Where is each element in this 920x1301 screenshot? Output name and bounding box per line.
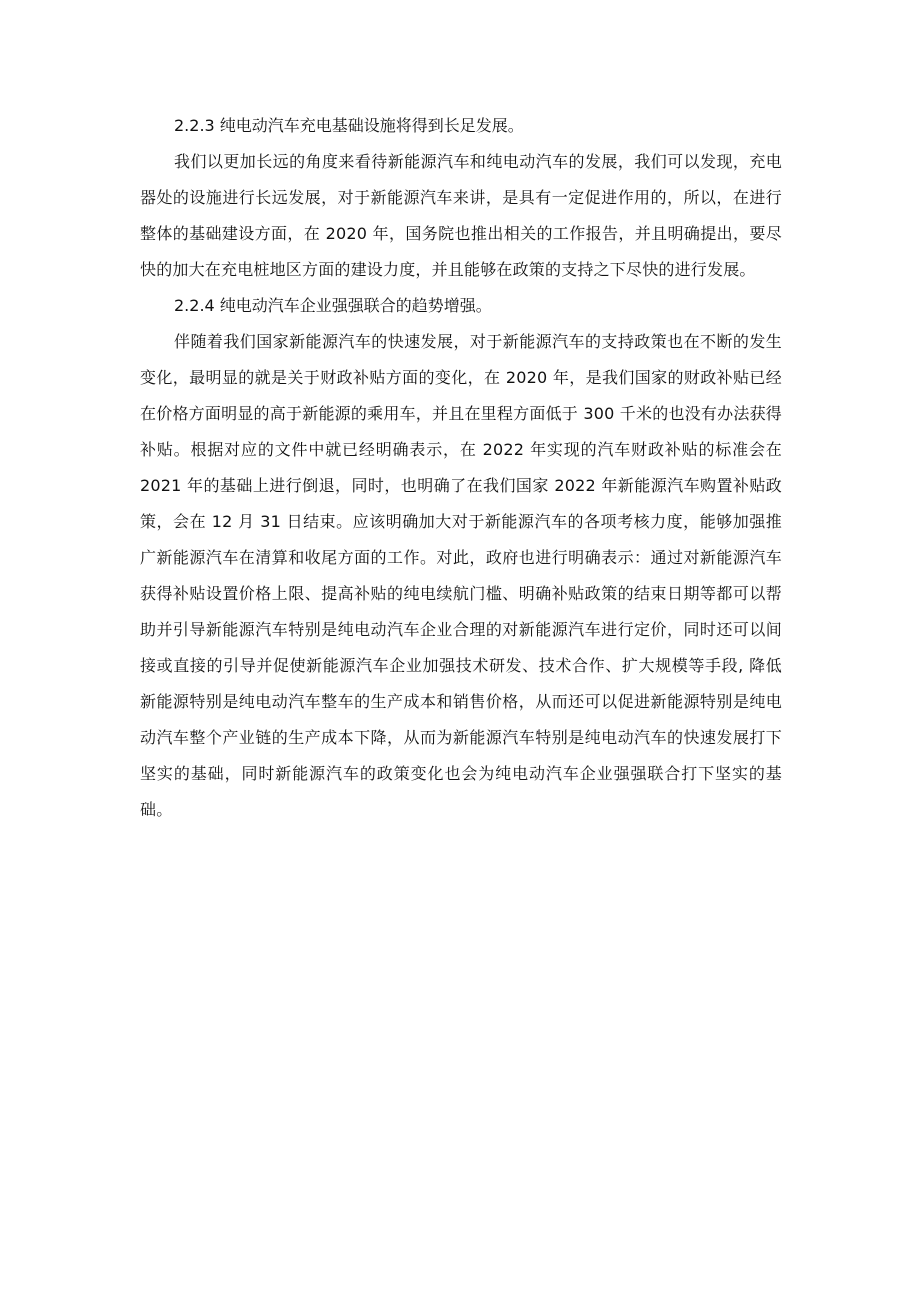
section-heading-2-2-4: 2.2.4 纯电动汽车企业强强联合的趋势增强。 xyxy=(174,296,492,315)
document-page xyxy=(140,108,782,828)
section-paragraph-2-2-4: 伴随着我们国家新能源汽车的快速发展，对于新能源汽车的支持政策也在不断的发生变化，最明显的就是关于财政补贴方面的变化，在 2020 年，是我们国家的财政补贴已经在价格方面明显的高于新能源的乘用车，并且在里程方面低于 300 千米的也没有办法获得补贴。根据对应的文件中就已经明确表示，在 2022 年实现的汽车财政补贴的标准会在 2021 年的基础上进行倒退，同时，也明确了在我们国家 2022 年新能源汽车购置补贴政策，会在 12 月 31 日结束。应该明确加大对于新能源汽车的各项考核力度，能够加强推广新能源汽车在清算和收尾方面的工作。对此，政府也进行明确表示：通过对新能源汽车获得补贴设置价格上限、提高补贴的纯电续航门槛、明确补贴政策的结束日期等都可以帮助并引导新能源汽车特别是纯电动汽车企业合理的对新能源汽车进行定价，同时还可以间接或直接的引导并促使新能源汽车企业加强技术研发、技术合作、扩大规模等手段, 降低新能源特别是纯电动汽车整车的生产成本和销售价格，从而还可以促进新能源特别是纯电动汽车整个产业链的生产成本下降，从而为新能源汽车特别是纯电动汽车的快速发展打下坚实的基础，同时新能源汽车的政策变化也会为纯电动汽车企业强强联合打下坚实的基础。 xyxy=(140,332,782,819)
section-paragraph-2-2-3: 我们以更加长远的角度来看待新能源汽车和纯电动汽车的发展，我们可以发现，充电器处的设施进行长远发展，对于新能源汽车来讲，是具有一定促进作用的，所以，在进行整体的基础建设方面，在 2020 年，国务院也推出相关的工作报告，并且明确提出，要尽快的加大在充电桩地区方面的建设力度，并且能够在政策的支持之下尽快的进行发展。 xyxy=(140,152,782,279)
section-heading-2-2-3: 2.2.3 纯电动汽车充电基础设施将得到长足发展。 xyxy=(174,116,524,135)
